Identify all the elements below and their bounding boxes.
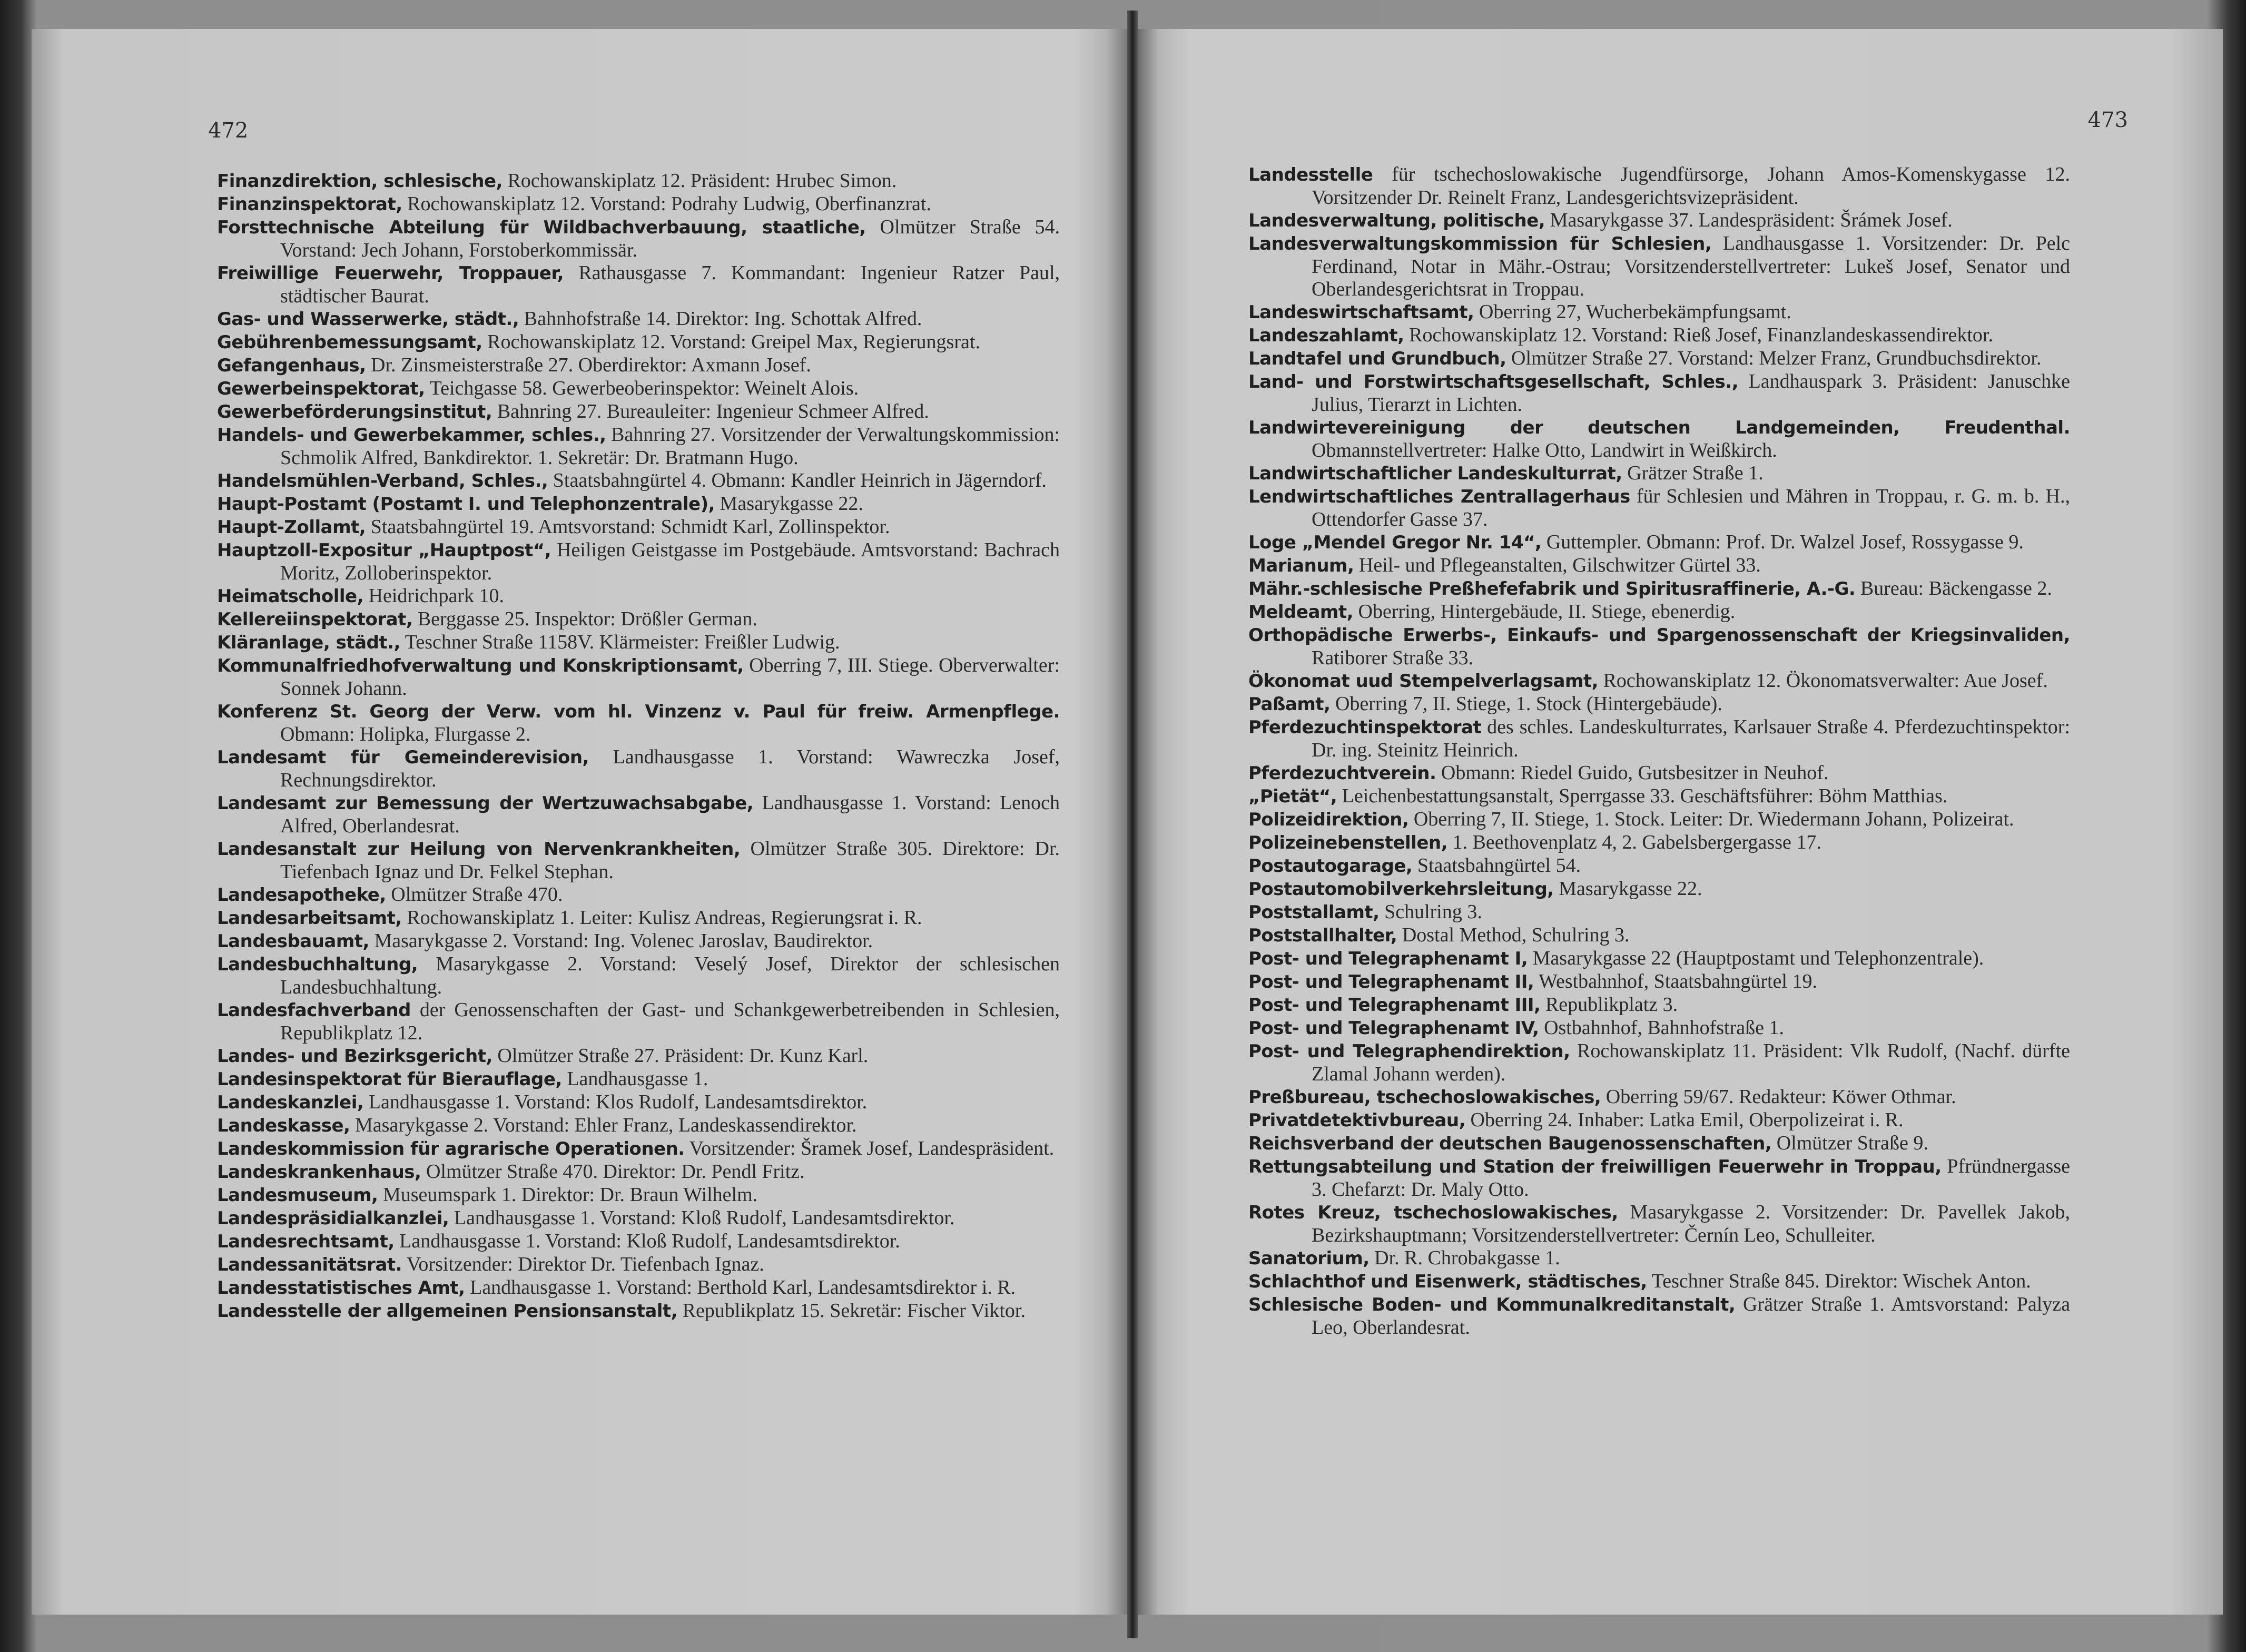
entry-heading: Landeskanzlei,	[217, 1092, 364, 1113]
entry-heading: Postautomobilverkehrsleitung,	[1248, 879, 1554, 900]
entry-text: Leichenbestattungsanstalt, Sperrgasse 33. Geschäftsführer: Böhm Matthias.	[1342, 785, 1948, 807]
entry-heading: Kläranlage, städt.,	[217, 632, 400, 653]
entry-text: für tschechoslowakische Jugendfürsorge, Johann Amos-Komenskygasse 12. Vorsitzender Dr. Reinelt Franz, Landesgerichtsvizepräsident.	[1312, 163, 2070, 209]
directory-entry	[1248, 1086, 2070, 1109]
directory-entry	[1248, 1293, 2070, 1339]
entry-text: Republikplatz 3.	[1545, 994, 1678, 1016]
entry-text: Masarykgasse 22 (Hauptpostamt und Telephonzentrale).	[1532, 947, 1984, 969]
entry-heading: Post- und Telegraphenamt III,	[1248, 995, 1541, 1016]
entry-text: Rathausgasse 7. Kommandant: Ingenieur Ratzer Paul, städtischer Baurat.	[280, 262, 1060, 307]
entry-heading: Paßamt,	[1248, 694, 1331, 715]
entry-text: Staatsbahngürtel 4. Obmann: Kandler Heinrich in Jägerndorf.	[553, 469, 1047, 491]
entry-text: Museumspark 1. Direktor: Dr. Braun Wilhelm.	[382, 1184, 758, 1206]
directory-entry	[217, 1184, 1060, 1207]
directory-entry	[217, 1276, 1060, 1300]
directory-entry	[1248, 1017, 2070, 1040]
directory-entry	[217, 1161, 1060, 1184]
entry-text: Heiligen Geistgasse im Postgebäude. Amtsvorstand: Bachrach Moritz, Zolloberinspektor.	[280, 539, 1060, 584]
entry-text: Bahnhofstraße 14. Direktor: Ing. Schottak Alfred.	[524, 308, 922, 330]
directory-entry	[1248, 1270, 2070, 1293]
directory-entry	[217, 1114, 1060, 1137]
entry-heading: Post- und Telegraphenamt I,	[1248, 948, 1528, 969]
directory-entry	[217, 1045, 1060, 1068]
entry-text: Grätzer Straße 1. Amtsvorstand: Palyza Leo, Oberlandesrat.	[1312, 1293, 2070, 1339]
entry-heading: Land- und Forstwirtschaftsgesellschaft, Schles.,	[1248, 371, 1739, 392]
directory-entry	[1248, 577, 2070, 601]
entry-text: Olmützer Straße 27. Präsident: Dr. Kunz Karl.	[497, 1045, 869, 1067]
entry-heading: Landtafel und Grundbuch,	[1248, 348, 1506, 369]
entry-heading: Orthopädische Erwerbs-, Einkaufs- und Spargenossenschaft der Kriegsinvaliden,	[1248, 625, 2070, 646]
directory-entry	[1248, 970, 2070, 994]
entry-heading: Handels- und Gewerbekammer, schles.,	[217, 425, 606, 446]
directory-entry	[1248, 670, 2070, 693]
entry-heading: Freiwillige Feuerwehr, Troppauer,	[217, 263, 564, 284]
entry-text: Republikplatz 15. Sekretär: Fischer Viktor.	[682, 1300, 1026, 1322]
entry-text: Olmützer Straße 470.	[391, 883, 563, 906]
directory-entry	[217, 792, 1060, 838]
directory-entry	[1248, 947, 2070, 970]
directory-entry	[217, 1230, 1060, 1253]
entry-heading: Landesstatistisches Amt,	[217, 1277, 465, 1299]
entry-heading: Poststallamt,	[1248, 902, 1380, 923]
directory-entry	[217, 400, 1060, 424]
entry-heading: Haupt-Postamt (Postamt I. und Telephonzentrale),	[217, 494, 715, 515]
directory-entry	[217, 907, 1060, 930]
entry-text: Rochowanskiplatz 12. Präsident: Hrubec Simon.	[507, 170, 897, 192]
entry-heading: Landeszahlamt,	[1248, 325, 1404, 346]
entry-heading: Gas- und Wasserwerke, städt.,	[217, 309, 519, 330]
directory-entry	[217, 999, 1060, 1045]
entry-text: Landhausgasse 1.	[567, 1068, 708, 1090]
entry-heading: Rotes Kreuz, tschechoslowakisches,	[1248, 1202, 1618, 1223]
directory-entry	[217, 424, 1060, 469]
entry-heading: Pferdezuchtinspektorat	[1248, 717, 1482, 738]
entry-text: Oberring 59/67. Redakteur: Köwer Othmar.	[1605, 1086, 1956, 1108]
entry-heading: Lendwirtschaftliches Zentrallagerhaus	[1248, 486, 1630, 507]
entry-heading: Landeskasse,	[217, 1115, 350, 1136]
entry-heading: Gebührenbemessungsamt,	[217, 332, 482, 353]
entry-heading: Preßbureau, tschechoslowakisches,	[1248, 1087, 1601, 1108]
directory-entry	[217, 469, 1060, 493]
entry-text: Landhausgasse 1. Vorstand: Kloß Rudolf, Landesamtsdirektor.	[399, 1230, 900, 1252]
directory-entry	[1248, 808, 2070, 831]
entry-heading: Rettungsabteilung und Station der freiwilligen Feuerwehr in Troppau,	[1248, 1156, 1942, 1177]
entry-heading: Haupt-Zollamt,	[217, 517, 366, 538]
entry-heading: Post- und Telegraphenamt IV,	[1248, 1018, 1539, 1039]
entry-text: Landhausgasse 1. Vorstand: Wawreczka Josef, Rechnungsdirektor.	[280, 746, 1060, 791]
entry-text: Landhausgasse 1. Vorstand: Lenoch Alfred, Oberlandesrat.	[280, 792, 1060, 837]
entry-heading: Landessanitätsrat.	[217, 1254, 402, 1275]
directory-entry	[217, 1137, 1060, 1161]
entry-heading: Kellereiinspektorat,	[217, 609, 413, 630]
entry-text: Pfründnergasse 3. Chefarzt: Dr. Maly Otto.	[1312, 1155, 2070, 1201]
directory-entry	[1248, 554, 2070, 577]
entry-text: Oberring 27, Wucherbekämpfungsamt.	[1479, 301, 1791, 323]
entry-heading: Landesamt für Gemeinderevision,	[217, 747, 589, 768]
directory-entry	[1248, 531, 2070, 554]
entry-text: für Schlesien und Mähren in Troppau, r. G. m. b. H., Ottendorfer Gasse 37.	[1312, 485, 2071, 530]
entry-heading: Landesinspektorat für Bierauflage,	[217, 1069, 562, 1090]
directory-entry	[1248, 232, 2070, 301]
directory-entry	[1248, 347, 2070, 370]
entry-text: Ostbahnhof, Bahnhofstraße 1.	[1544, 1017, 1784, 1039]
entry-text: Grätzer Straße 1.	[1627, 462, 1764, 484]
directory-entry	[217, 539, 1060, 585]
entry-text: Bahnring 27. Vorsitzender der Verwaltungskommission: Schmolik Alfred, Bankdirektor. 1. Sekretär: Dr. Bratmann Hugo.	[280, 424, 1060, 469]
entry-text: Oberring, Hintergebäude, II. Stiege, ebenerdig.	[1358, 601, 1736, 623]
directory-entry	[1248, 1109, 2070, 1132]
directory-entry	[1248, 416, 2070, 462]
entry-text: Rochowanskiplatz 1. Leiter: Kulisz Andreas, Regierungsrat i. R.	[407, 907, 922, 929]
directory-entry	[217, 700, 1060, 746]
directory-entry	[1248, 1155, 2070, 1201]
directory-entry	[1248, 1040, 2070, 1086]
entry-text: Landhausgasse 1. Vorstand: Berthold Karl, Landesamtsdirektor i. R.	[470, 1276, 1016, 1299]
directory-entry	[1248, 209, 2070, 232]
directory-entry	[1248, 994, 2070, 1017]
entry-heading: Gewerbeinspektorat,	[217, 378, 425, 399]
entry-text: Heil- und Pflegeanstalten, Gilschwitzer Gürtel 33.	[1358, 554, 1761, 576]
entry-heading: Hauptzoll-Expositur „Hauptpost“,	[217, 540, 551, 561]
directory-entry	[1248, 485, 2070, 531]
directory-entry	[1248, 601, 2070, 624]
entry-text: Oberring 7, II. Stiege, 1. Stock. Leiter: Dr. Wiedermann Johann, Polizeirat.	[1413, 808, 2014, 830]
directory-entry	[217, 216, 1060, 262]
entry-heading: Postautogarage,	[1248, 856, 1413, 877]
entry-text: Dr. Zinsmeisterstraße 27. Oberdirektor: Axmann Josef.	[371, 354, 811, 376]
entry-text: 1. Beethovenplatz 4, 2. Gabelsbergergasse 17.	[1452, 831, 1821, 853]
entry-text: Rochowanskiplatz 12. Vorstand: Greipel Max, Regierungsrat.	[487, 331, 980, 353]
directory-entry	[1248, 163, 2070, 209]
entry-heading: Gewerbeförderungsinstitut,	[217, 401, 492, 422]
entry-heading: Landesfachverband	[217, 1000, 411, 1021]
entry-heading: Landesbauamt,	[217, 931, 369, 952]
entry-heading: Mähr.-schlesische Preßhefefabrik und Spiritusraffinerie, A.-G.	[1248, 578, 1856, 599]
directory-entry	[1248, 301, 2070, 324]
page-number-left: 472	[208, 119, 249, 143]
entry-heading: Landesmuseum,	[217, 1185, 378, 1206]
entry-heading: Meldeamt,	[1248, 602, 1353, 623]
directory-entry	[217, 354, 1060, 377]
directory-entry	[1248, 924, 2070, 947]
entry-heading: Landespräsidialkanzlei,	[217, 1208, 449, 1229]
entry-text: Teschner Straße 845. Direktor: Wischek Anton.	[1651, 1270, 2031, 1292]
entry-text: Olmützer Straße 9.	[1776, 1132, 1928, 1154]
directory-entry	[217, 883, 1060, 907]
entry-text: Dr. R. Chrobakgasse 1.	[1374, 1247, 1560, 1269]
entry-heading: Polizeinebenstellen,	[1248, 832, 1447, 853]
entry-text: Bureau: Bäckengasse 2.	[1860, 577, 2052, 599]
entry-heading: Polizeidirektion,	[1248, 809, 1409, 830]
entry-heading: Heimatscholle,	[217, 586, 364, 607]
entry-text: Oberring 7, III. Stiege. Oberverwalter: Sonnek Johann.	[280, 654, 1060, 700]
right-entry-list	[1248, 163, 2070, 1339]
left-entry-list	[217, 170, 1060, 1323]
entry-text: des schles. Landeskulturrates, Karlsauer Straße 4. Pferdezuchtinspektor: Dr. ing. Steinitz Heinrich.	[1312, 716, 2070, 761]
directory-entry	[217, 1253, 1060, 1276]
left-page	[32, 29, 1127, 1615]
directory-entry	[1248, 624, 2070, 670]
directory-entry	[217, 746, 1060, 792]
entry-text: Staatsbahngürtel 19. Amtsvorstand: Schmidt Karl, Zollinspektor.	[370, 516, 890, 538]
entry-text: Obmann: Riedel Guido, Gutsbesitzer in Neuhof.	[1441, 762, 1829, 784]
entry-text: Schulring 3.	[1384, 901, 1482, 923]
entry-text: Rochowanskiplatz 11. Präsident: Vlk Rudolf, (Nachf. dürfte Zlamal Johann werden).	[1312, 1040, 2070, 1085]
entry-heading: Konferenz St. Georg der Verw. vom hl. Vinzenz v. Paul für freiw. Armenpflege.	[217, 701, 1060, 722]
page-number-right: 473	[2087, 108, 2128, 132]
entry-text: Landhausgasse 1. Vorstand: Kloß Rudolf, Landesamtsdirektor.	[454, 1207, 955, 1229]
entry-text: Oberring 7, II. Stiege, 1. Stock (Hintergebäude).	[1335, 693, 1722, 715]
entry-heading: Landesbuchhaltung,	[217, 954, 418, 975]
entry-text: Masarykgasse 2. Vorsitzender: Dr. Pavellek Jakob, Bezirkshauptmann; Vorsitzenderstellvertreter: Černín Leo, Schulleiter.	[1312, 1201, 2071, 1246]
entry-text: Olmützer Straße 470. Direktor: Dr. Pendl Fritz.	[426, 1161, 805, 1183]
entry-text: Guttempler. Obmann: Prof. Dr. Walzel Josef, Rossygasse 9.	[1546, 531, 2024, 553]
entry-heading: Landesarbeitsamt,	[217, 908, 402, 929]
directory-entry	[217, 654, 1060, 700]
entry-heading: Loge „Mendel Gregor Nr. 14“,	[1248, 532, 1542, 553]
entry-heading: Landesstelle der allgemeinen Pensionsanstalt,	[217, 1301, 678, 1322]
directory-entry	[217, 953, 1060, 999]
entry-text: Vorsitzender: Direktor Dr. Tiefenbach Ignaz.	[406, 1253, 764, 1275]
entry-heading: Schlachthof und Eisenwerk, städtisches,	[1248, 1271, 1647, 1292]
entry-heading: Kommunalfriedhofverwaltung und Konskriptionsamt,	[217, 655, 744, 676]
directory-entry	[1248, 785, 2070, 808]
entry-heading: Finanzinspektorat,	[217, 194, 402, 215]
entry-text: Masarykgasse 2. Vorstand: Veselý Josef, Direktor der schlesischen Landesbuchhaltung.	[280, 953, 1060, 998]
directory-entry	[1248, 370, 2070, 416]
directory-entry	[217, 308, 1060, 331]
entry-heading: Ökonomat uud Stempelverlagsamt,	[1248, 671, 1599, 692]
entry-text: Teichgasse 58. Gewerbeoberinspektor: Weinelt Alois.	[429, 377, 859, 399]
directory-entry	[1248, 878, 2070, 901]
directory-entry	[217, 193, 1060, 216]
directory-entry	[1248, 462, 2070, 485]
entry-heading: Marianum,	[1248, 555, 1354, 576]
entry-heading: Landesanstalt zur Heilung von Nervenkrankheiten,	[217, 839, 741, 860]
entry-text: Olmützer Straße 27. Vorstand: Melzer Franz, Grundbuchsdirektor.	[1511, 347, 2042, 369]
entry-text: Berggasse 25. Inspektor: Drößler German.	[417, 608, 757, 630]
entry-heading: Pferdezuchtverein.	[1248, 763, 1436, 784]
directory-entry	[217, 1068, 1060, 1091]
entry-text: Heidrichpark 10.	[368, 585, 505, 607]
entry-heading: Reichsverband der deutschen Baugenossenschaften,	[1248, 1133, 1772, 1154]
entry-heading: Landesverwaltungskommission für Schlesien,	[1248, 233, 1712, 254]
entry-text: Olmützer Straße 305. Direktore: Dr. Tiefenbach Ignaz und Dr. Felkel Stephan.	[280, 838, 1060, 883]
entry-heading: Post- und Telegraphendirektion,	[1248, 1041, 1570, 1062]
entry-text: Staatsbahngürtel 54.	[1417, 854, 1581, 877]
entry-text: Obmann: Holipka, Flurgasse 2.	[280, 723, 531, 745]
directory-entry	[217, 838, 1060, 883]
directory-entry	[217, 493, 1060, 516]
directory-entry	[1248, 854, 2070, 878]
entry-text: Vorsitzender: Šramek Josef, Landespräsident.	[689, 1137, 1055, 1159]
book-gutter	[1127, 11, 1138, 1638]
entry-text: Rochowanskiplatz 12. Vorstand: Rieß Josef, Finanzlandeskassendirektor.	[1409, 324, 1993, 346]
directory-entry	[217, 608, 1060, 631]
entry-text: Masarykgasse 37. Landespräsident: Šrámek Josef.	[1550, 209, 1953, 231]
directory-entry	[1248, 1132, 2070, 1155]
entry-text: Landhauspark 3. Präsident: Januschke Julius, Tierarzt in Lichten.	[1312, 370, 2070, 416]
directory-entry	[217, 377, 1060, 400]
entry-heading: Landesstelle	[1248, 164, 1373, 185]
entry-text: Rochowanskiplatz 12. Vorstand: Podrahy Ludwig, Oberfinanzrat.	[407, 193, 931, 215]
directory-entry	[217, 1207, 1060, 1230]
entry-heading: Landes- und Bezirksgericht,	[217, 1046, 492, 1067]
entry-text: Westbahnhof, Staatsbahngürtel 19.	[1539, 970, 1817, 992]
entry-text: Obmannstellvertreter: Halke Otto, Landwirt in Weißkirch.	[1312, 439, 1777, 461]
entry-text: Masarykgasse 22.	[720, 493, 863, 515]
entry-text: Ratiborer Straße 33.	[1312, 647, 1474, 669]
entry-heading: Handelsmühlen-Verband, Schles.,	[217, 470, 548, 491]
directory-entry	[217, 585, 1060, 608]
entry-heading: Landeskommission für agrarische Operationen.	[217, 1138, 685, 1159]
directory-entry	[1248, 693, 2070, 716]
entry-heading: Finanzdirektion, schlesische,	[217, 171, 503, 192]
entry-text: Masarykgasse 22.	[1559, 878, 1702, 900]
entry-text: Teschner Straße 1158V. Klärmeister: Freißler Ludwig.	[405, 631, 840, 653]
entry-heading: Forsttechnische Abteilung für Wildbachverbauung, staatliche,	[217, 217, 866, 238]
entry-heading: Post- und Telegraphenamt II,	[1248, 971, 1534, 992]
entry-heading: Landesverwaltung, politische,	[1248, 210, 1545, 231]
directory-entry	[217, 1091, 1060, 1114]
directory-entry	[217, 516, 1060, 539]
entry-text: Masarykgasse 2. Vorstand: Ehler Franz, Landeskassendirektor.	[354, 1114, 857, 1136]
directory-entry	[1248, 716, 2070, 762]
entry-heading: Gefangenhaus,	[217, 355, 366, 376]
entry-text: Bahnring 27. Bureauleiter: Ingenieur Schmeer Alfred.	[497, 400, 929, 422]
entry-heading: Sanatorium,	[1248, 1248, 1370, 1269]
directory-entry	[1248, 1247, 2070, 1270]
entry-text: Olmützer Straße 54. Vorstand: Jech Johann, Forstoberkommissär.	[280, 216, 1060, 261]
directory-entry	[1248, 324, 2070, 347]
entry-heading: Landesamt zur Bemessung der Wertzuwachsabgabe,	[217, 793, 754, 814]
entry-heading: Landeskrankenhaus,	[217, 1162, 421, 1183]
entry-heading: Privatdetektivbureau,	[1248, 1110, 1466, 1131]
entry-text: Landhausgasse 1. Vorsitzender: Dr. Pelc Ferdinand, Notar in Mähr.-Ostrau; Vorsitzenderstellvertreter: Lukeš Josef, Senator und Oberlandesgerichtsrat in Troppau.	[1312, 232, 2071, 300]
directory-entry	[217, 1300, 1060, 1323]
directory-entry	[217, 930, 1060, 953]
directory-entry	[1248, 1201, 2070, 1247]
entry-text: Oberring 24. Inhaber: Latka Emil, Oberpolizeirat i. R.	[1470, 1109, 1904, 1131]
entry-heading: „Pietät“,	[1248, 786, 1337, 807]
entry-text: Landhausgasse 1. Vorstand: Klos Rudolf, Landesamtsdirektor.	[368, 1091, 868, 1113]
entry-heading: Landwirtevereinigung der deutschen Landgemeinden, Freudenthal.	[1248, 417, 2070, 438]
entry-text: Dostal Method, Schulring 3.	[1402, 924, 1630, 946]
entry-heading: Schlesische Boden- und Kommunalkreditanstalt,	[1248, 1294, 1736, 1315]
entry-text: der Genossenschaften der Gast- und Schankgewerbetreibenden in Schlesien, Republikplatz 12.	[280, 999, 1060, 1044]
entry-text: Rochowanskiplatz 12. Ökonomatsverwalter: Aue Josef.	[1603, 670, 2048, 692]
directory-entry	[1248, 901, 2070, 924]
directory-entry	[217, 631, 1060, 654]
entry-heading: Poststallhalter,	[1248, 925, 1397, 946]
entry-heading: Landesapotheke,	[217, 884, 386, 906]
entry-heading: Landwirtschaftlicher Landeskulturrat,	[1248, 463, 1622, 484]
directory-entry	[217, 170, 1060, 193]
directory-entry	[217, 262, 1060, 308]
right-page	[1138, 29, 2223, 1615]
directory-entry	[1248, 762, 2070, 785]
entry-text: Masarykgasse 2. Vorstand: Ing. Volenec Jaroslav, Baudirektor.	[374, 930, 873, 952]
entry-heading: Landeswirtschaftsamt,	[1248, 302, 1474, 323]
directory-entry	[217, 331, 1060, 354]
directory-entry	[1248, 831, 2070, 854]
entry-heading: Landesrechtsamt,	[217, 1231, 395, 1252]
